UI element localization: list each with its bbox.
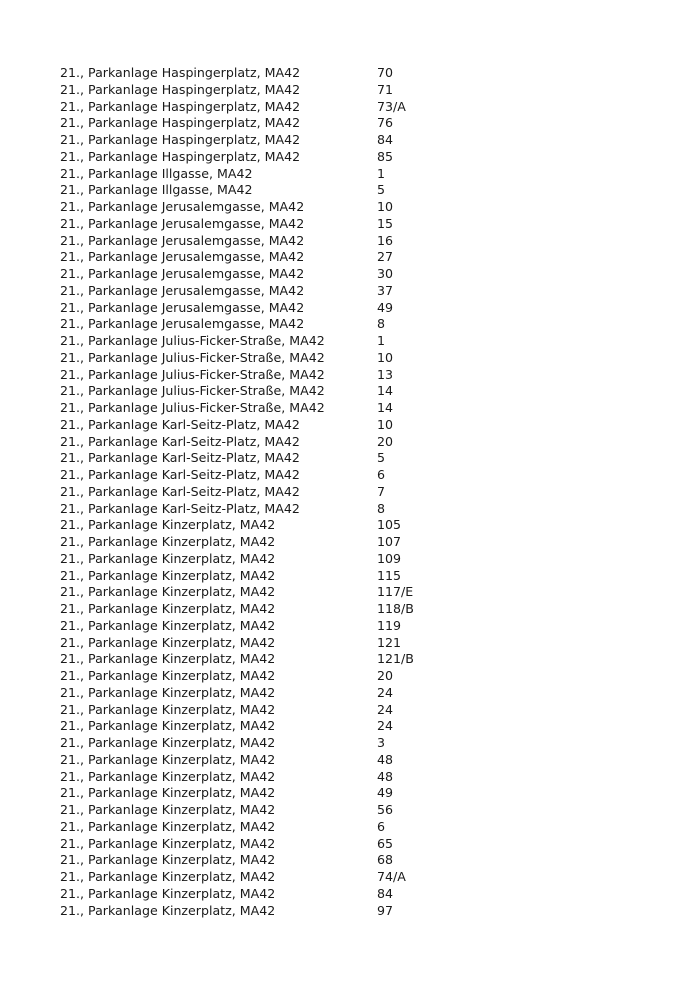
house-number: 107 xyxy=(377,534,402,549)
house-number: 1 xyxy=(377,333,386,348)
list-item xyxy=(60,618,660,635)
house-number: 5 xyxy=(377,450,386,466)
list-item xyxy=(60,65,660,82)
location-text: 21., Parkanlage Kinzerplatz, MA42 xyxy=(60,617,276,633)
location-text: 21., Parkanlage Kinzerplatz, MA42 xyxy=(60,869,276,884)
list-item xyxy=(60,601,660,618)
list-item xyxy=(60,99,660,116)
location-text: 21., Parkanlage Kinzerplatz, MA42 xyxy=(60,651,276,667)
house-number: 8 xyxy=(377,500,386,516)
list-item xyxy=(60,802,660,819)
location-text: 21., Parkanlage Julius-Ficker-Straße, MA42 xyxy=(60,333,325,348)
list-item xyxy=(60,668,660,685)
location-text: 21., Parkanlage Jerusalemgasse, MA42 xyxy=(60,249,305,265)
house-number: 84 xyxy=(377,885,394,901)
house-number: 10 xyxy=(377,349,394,365)
house-number: 56 xyxy=(377,802,394,817)
house-number: 70 xyxy=(377,65,394,80)
list-item xyxy=(60,249,660,266)
location-text: 21., Parkanlage Kinzerplatz, MA42 xyxy=(60,751,276,767)
house-number: 27 xyxy=(377,249,394,265)
list-item xyxy=(60,417,660,434)
list-item xyxy=(60,752,660,769)
list-item xyxy=(60,501,660,518)
location-text: 21., Parkanlage Kinzerplatz, MA42 xyxy=(60,852,276,868)
location-text: 21., Parkanlage Haspingerplatz, MA42 xyxy=(60,132,301,147)
house-number: 8 xyxy=(377,316,386,332)
location-text: 21., Parkanlage Jerusalemgasse, MA42 xyxy=(60,215,305,231)
house-number: 15 xyxy=(377,215,394,231)
house-number: 71 xyxy=(377,81,394,97)
list-item xyxy=(60,718,660,735)
list-item xyxy=(60,166,660,183)
list-item xyxy=(60,467,660,484)
location-text: 21., Parkanlage Kinzerplatz, MA42 xyxy=(60,885,276,901)
location-text: 21., Parkanlage Kinzerplatz, MA42 xyxy=(60,668,276,683)
location-text: 21., Parkanlage Kinzerplatz, MA42 xyxy=(60,534,276,549)
house-number: 74/A xyxy=(377,869,406,884)
list-item xyxy=(60,651,660,668)
location-text: 21., Parkanlage Jerusalemgasse, MA42 xyxy=(60,299,305,315)
list-item xyxy=(60,383,660,400)
list-item xyxy=(60,517,660,534)
house-number: 121/B xyxy=(377,651,414,667)
house-number: 20 xyxy=(377,433,394,449)
location-text: 21., Parkanlage Karl-Seitz-Platz, MA42 xyxy=(60,416,300,432)
list-item xyxy=(60,333,660,350)
list-item xyxy=(60,316,660,333)
location-text: 21., Parkanlage Jerusalemgasse, MA42 xyxy=(60,316,305,332)
house-number: 14 xyxy=(377,400,394,415)
list-item xyxy=(60,233,660,250)
list-item xyxy=(60,266,660,283)
house-number: 7 xyxy=(377,483,386,499)
location-text: 21., Parkanlage Jerusalemgasse, MA42 xyxy=(60,232,305,248)
location-text: 21., Parkanlage Karl-Seitz-Platz, MA42 xyxy=(60,500,300,516)
list-item xyxy=(60,300,660,317)
location-text: 21., Parkanlage Jerusalemgasse, MA42 xyxy=(60,266,305,281)
list-item xyxy=(60,82,660,99)
house-number: 115 xyxy=(377,567,402,583)
house-number: 65 xyxy=(377,835,394,851)
location-text: 21., Parkanlage Kinzerplatz, MA42 xyxy=(60,735,276,750)
list-item xyxy=(60,785,660,802)
location-list xyxy=(60,65,660,919)
list-item xyxy=(60,852,660,869)
location-text: 21., Parkanlage Illgasse, MA42 xyxy=(60,182,253,198)
location-text: 21., Parkanlage Julius-Ficker-Straße, MA42 xyxy=(60,383,325,399)
house-number: 30 xyxy=(377,266,394,281)
house-number: 16 xyxy=(377,232,394,248)
house-number: 10 xyxy=(377,416,394,432)
list-item xyxy=(60,149,660,166)
house-number: 84 xyxy=(377,132,394,147)
location-text: 21., Parkanlage Haspingerplatz, MA42 xyxy=(60,148,301,164)
list-item xyxy=(60,182,660,199)
house-number: 121 xyxy=(377,634,402,650)
location-text: 21., Parkanlage Kinzerplatz, MA42 xyxy=(60,550,276,566)
location-text: 21., Parkanlage Karl-Seitz-Platz, MA42 xyxy=(60,433,300,449)
list-item xyxy=(60,903,660,920)
house-number: 10 xyxy=(377,199,394,214)
list-item xyxy=(60,484,660,501)
location-text: 21., Parkanlage Karl-Seitz-Platz, MA42 xyxy=(60,467,300,482)
list-item xyxy=(60,836,660,853)
location-text: 21., Parkanlage Jerusalemgasse, MA42 xyxy=(60,199,305,214)
location-text: 21., Parkanlage Kinzerplatz, MA42 xyxy=(60,835,276,851)
house-number: 76 xyxy=(377,115,394,131)
house-number: 117/E xyxy=(377,584,414,600)
list-item xyxy=(60,685,660,702)
house-number: 24 xyxy=(377,701,394,717)
list-item xyxy=(60,702,660,719)
house-number: 20 xyxy=(377,668,394,683)
location-text: 21., Parkanlage Haspingerplatz, MA42 xyxy=(60,98,301,114)
location-text: 21., Parkanlage Kinzerplatz, MA42 xyxy=(60,584,276,600)
list-item xyxy=(60,551,660,568)
house-number: 68 xyxy=(377,852,394,868)
list-item xyxy=(60,283,660,300)
house-number: 73/A xyxy=(377,98,406,114)
list-item xyxy=(60,115,660,132)
house-number: 37 xyxy=(377,282,394,298)
list-item xyxy=(60,869,660,886)
location-text: 21., Parkanlage Kinzerplatz, MA42 xyxy=(60,684,276,700)
location-text: 21., Parkanlage Kinzerplatz, MA42 xyxy=(60,567,276,583)
house-number: 24 xyxy=(377,684,394,700)
location-text: 21., Parkanlage Kinzerplatz, MA42 xyxy=(60,818,276,834)
location-text: 21., Parkanlage Kinzerplatz, MA42 xyxy=(60,902,276,918)
house-number: 6 xyxy=(377,818,386,834)
house-number: 49 xyxy=(377,785,394,801)
list-item xyxy=(60,216,660,233)
location-text: 21., Parkanlage Kinzerplatz, MA42 xyxy=(60,517,276,533)
location-text: 21., Parkanlage Kinzerplatz, MA42 xyxy=(60,601,276,616)
list-item xyxy=(60,132,660,149)
location-text: 21., Parkanlage Haspingerplatz, MA42 xyxy=(60,65,301,80)
location-text: 21., Parkanlage Kinzerplatz, MA42 xyxy=(60,718,276,734)
house-number: 109 xyxy=(377,550,402,566)
house-number: 119 xyxy=(377,617,402,633)
location-text: 21., Parkanlage Haspingerplatz, MA42 xyxy=(60,115,301,131)
location-text: 21., Parkanlage Kinzerplatz, MA42 xyxy=(60,785,276,801)
list-item xyxy=(60,350,660,367)
house-number: 48 xyxy=(377,768,394,784)
location-text: 21., Parkanlage Kinzerplatz, MA42 xyxy=(60,701,276,717)
house-number: 13 xyxy=(377,366,394,382)
house-number: 85 xyxy=(377,148,394,164)
house-number: 5 xyxy=(377,182,386,198)
location-text: 21., Parkanlage Kinzerplatz, MA42 xyxy=(60,768,276,784)
location-text: 21., Parkanlage Julius-Ficker-Straße, MA42 xyxy=(60,349,325,365)
list-item xyxy=(60,434,660,451)
location-text: 21., Parkanlage Julius-Ficker-Straße, MA42 xyxy=(60,366,325,382)
location-text: 21., Parkanlage Jerusalemgasse, MA42 xyxy=(60,282,305,298)
location-text: 21., Parkanlage Kinzerplatz, MA42 xyxy=(60,634,276,650)
list-item xyxy=(60,534,660,551)
house-number: 49 xyxy=(377,299,394,315)
list-item xyxy=(60,199,660,216)
house-number: 97 xyxy=(377,902,394,918)
location-text: 21., Parkanlage Karl-Seitz-Platz, MA42 xyxy=(60,450,300,466)
list-item xyxy=(60,635,660,652)
house-number: 105 xyxy=(377,517,402,533)
location-text: 21., Parkanlage Kinzerplatz, MA42 xyxy=(60,802,276,817)
house-number: 118/B xyxy=(377,601,414,616)
house-number: 1 xyxy=(377,165,386,181)
location-text: 21., Parkanlage Haspingerplatz, MA42 xyxy=(60,81,301,97)
location-text: 21., Parkanlage Julius-Ficker-Straße, MA42 xyxy=(60,400,325,415)
house-number: 6 xyxy=(377,467,386,482)
list-item xyxy=(60,400,660,417)
house-number: 24 xyxy=(377,718,394,734)
location-text: 21., Parkanlage Karl-Seitz-Platz, MA42 xyxy=(60,483,300,499)
house-number: 3 xyxy=(377,735,386,750)
list-item xyxy=(60,886,660,903)
list-item xyxy=(60,568,660,585)
house-number: 14 xyxy=(377,383,394,399)
house-number: 48 xyxy=(377,751,394,767)
list-item xyxy=(60,819,660,836)
list-item xyxy=(60,769,660,786)
location-text: 21., Parkanlage Illgasse, MA42 xyxy=(60,165,253,181)
list-item xyxy=(60,584,660,601)
list-item xyxy=(60,735,660,752)
list-item xyxy=(60,367,660,384)
list-item xyxy=(60,450,660,467)
